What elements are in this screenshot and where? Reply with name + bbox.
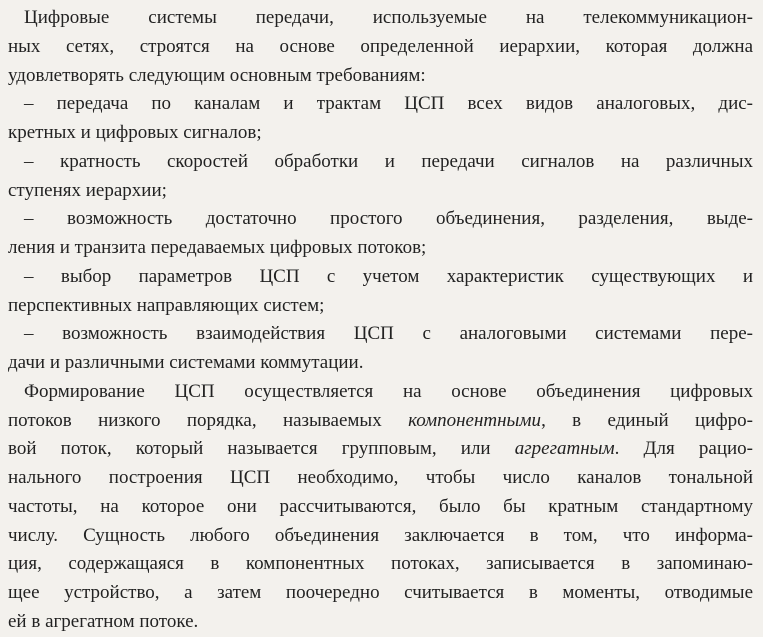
text-line: ступенях иерархии; bbox=[8, 179, 167, 201]
text-line: Цифровые системы передачи, используемые на телекоммуникацион- bbox=[24, 7, 753, 28]
text-line: щее устройство, а затем поочередно считывается в моменты, отводимые bbox=[8, 582, 753, 603]
text-line bbox=[8, 435, 753, 464]
text-line: ных сетях, строятся на основе определенной иерархии, которая должна bbox=[8, 35, 753, 57]
italic-term: компонентными bbox=[408, 409, 542, 431]
text-line: нального построения ЦСП необходимо, чтобы число каналов тональной bbox=[8, 467, 753, 488]
text-line: ция, содержащаяся в компонентных потоках, записывается в запоминаю- bbox=[8, 553, 753, 575]
text-line: удовлетворять следующим основным требованиям: bbox=[8, 64, 426, 86]
text-line: – передача по каналам и трактам ЦСП всех видов аналоговых, дис- bbox=[24, 93, 753, 115]
italic-term: агрегатным bbox=[514, 438, 615, 460]
text-line: – возможность взаимодействия ЦСП с аналоговыми системами пере- bbox=[24, 323, 753, 345]
text-line: – выбор параметров ЦСП с учетом характеристик существующих и bbox=[24, 265, 753, 287]
text-line: Формирование ЦСП осуществляется на основе объединения цифровых bbox=[24, 380, 753, 402]
text-line: частоты, на которое они рассчитываются, было бы кратным стандартному bbox=[8, 495, 753, 517]
text-segment: потоков низкого порядка, называемых bbox=[8, 409, 409, 431]
text-line: числу. Сущность любого объединения заключается в том, что информа- bbox=[8, 524, 753, 546]
text-line bbox=[8, 407, 753, 436]
text-segment: вой поток, который называется групповым, или bbox=[8, 438, 515, 460]
text-line: – кратность скоростей обработки и передачи сигналов на различных bbox=[24, 150, 753, 172]
text-segment: . Для рацио- bbox=[614, 438, 753, 460]
text-line: ей в агрегатном потоке. bbox=[8, 610, 199, 632]
text-line: кретных и цифровых сигналов; bbox=[8, 122, 262, 143]
text-line: – возможность достаточно простого объединения, разделения, выде- bbox=[24, 208, 753, 230]
text-line: дачи и различными системами коммутации. bbox=[8, 352, 364, 373]
text-segment: , в единый цифро- bbox=[541, 409, 753, 431]
text-line: перспективных направляющих систем; bbox=[8, 294, 325, 316]
text-line: ления и транзита передаваемых цифровых потоков; bbox=[8, 237, 427, 258]
